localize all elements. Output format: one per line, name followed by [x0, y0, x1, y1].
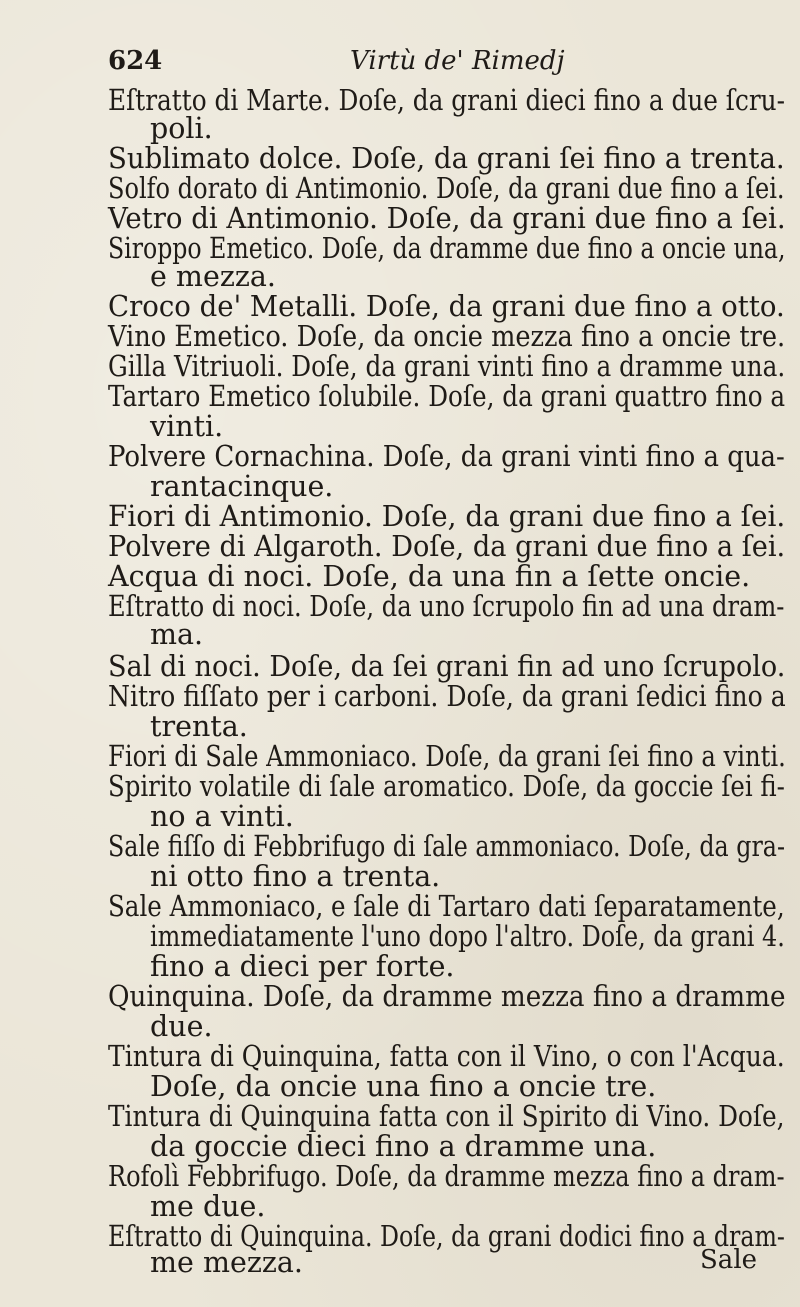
text-line: e mezza. [150, 260, 276, 293]
text-line: Croco de' Metalli. Doſe, da grani due fino a otto. [108, 290, 785, 323]
text-line: Polvere Cornachina. Doſe, da grani vinti fino a qua- [108, 440, 785, 473]
text-line: Vino Emetico. Doſe, da oncie mezza fino a oncie tre. [108, 320, 786, 353]
text-line: Acqua di noci. Doſe, da una fin a ſette oncie. [108, 560, 751, 593]
text-line: Sublimato dolce. Doſe, da grani ſei fino a trenta. [108, 142, 785, 175]
text-line: Fiori di Antimonio. Doſe, da grani due fino a ſei. [108, 500, 786, 533]
text-line: Spirito volatile di ſale aromatico. Doſe, da goccie ſei fi- [108, 770, 785, 803]
text-line: rantacinque. [150, 470, 334, 503]
text-line: me mezza. [150, 1246, 303, 1279]
text-line: Tintura di Quinquina fatta con il Spirito di Vino. Doſe, [108, 1100, 785, 1133]
text-line: Sal di noci. Doſe, da ſei grani fin ad uno ſcrupolo. [108, 650, 786, 683]
running-head: Virtù de' Rimedj [350, 46, 565, 76]
text-line: vinti. [150, 410, 224, 443]
text-line: no a vinti. [150, 800, 294, 833]
text-line: Solfo dorato di Antimonio. Doſe, da grani due fino a ſei. [108, 172, 785, 205]
text-line: Eſtratto di Marte. Doſe, da grani dieci fino a due ſcru- [108, 84, 786, 117]
text-line: Tartaro Emetico ſolubile. Doſe, da grani quattro fino a [108, 380, 786, 413]
text-line: Eſtratto di Quinquina. Doſe, da grani dodici fino a dram- [108, 1220, 785, 1253]
text-line: due. [150, 1010, 213, 1043]
catchword: Sale [700, 1245, 758, 1275]
text-line: Doſe, da oncie una fino a oncie tre. [150, 1070, 657, 1103]
text-line: Polvere di Algaroth. Doſe, da grani due fino a ſei. [108, 530, 786, 563]
text-line: Siroppo Emetico. Doſe, da dramme due fino a oncie una, [108, 232, 786, 265]
text-line: Vetro di Antimonio. Doſe, da grani due fino a ſei. [108, 202, 786, 235]
text-line: Nitro fiſſato per i carboni. Doſe, da grani ſedici fino a [108, 680, 786, 713]
text-line: Sale Ammoniaco, e ſale di Tartaro dati ſeparatamente, [108, 890, 785, 923]
text-line: ma. [150, 618, 204, 651]
page-header [60, 46, 760, 80]
text-line: me due. [150, 1190, 266, 1223]
text-line: poli. [150, 112, 213, 145]
text-line: trenta. [150, 710, 248, 743]
text-line: Eſtratto di noci. Doſe, da uno ſcrupolo fin ad una dram- [108, 590, 785, 623]
text-line: ni otto fino a trenta. [150, 860, 441, 893]
text-line: fino a dieci per forte. [150, 950, 455, 983]
text-line: immediatamente l'uno dopo l'altro. Doſe, da grani 4. [150, 920, 785, 953]
text-line: Sale fiſſo di Febbrifugo di ſale ammoniaco. Doſe, da gra- [108, 830, 785, 863]
page-number: 624 [108, 46, 163, 76]
text-line: Quinquina. Doſe, da dramme mezza fino a dramme [108, 980, 786, 1013]
text-line: Gilla Vitriuoli. Doſe, da grani vinti fino a dramme una. [108, 350, 786, 383]
text-line: da goccie dieci fino a dramme una. [150, 1130, 657, 1163]
text-line: Fiori di Sale Ammoniaco. Doſe, da grani ſei fino a vinti. [108, 740, 786, 773]
text-line: Rofolì Febbrifugo. Doſe, da dramme mezza fino a dram- [108, 1160, 785, 1193]
text-line: Tintura di Quinquina, fatta con il Vino, o con l'Acqua. [108, 1040, 785, 1073]
